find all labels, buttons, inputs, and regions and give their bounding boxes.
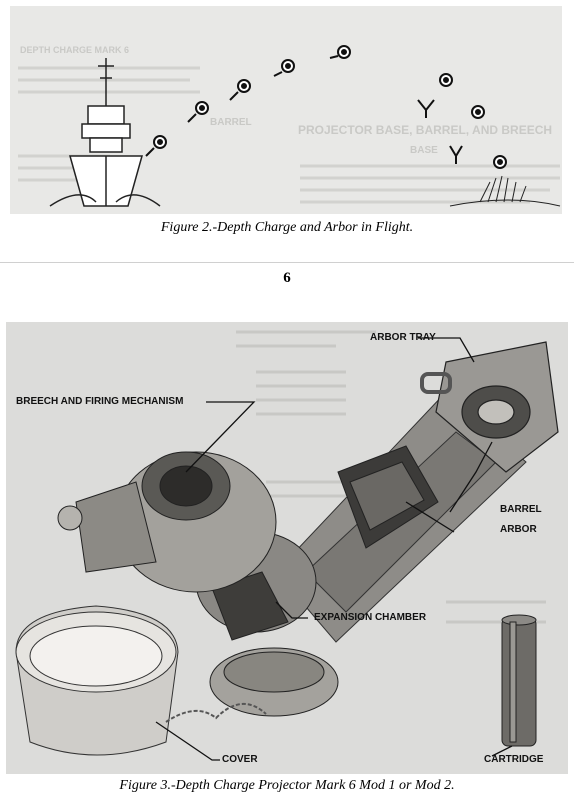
label-barrel: BARREL <box>500 504 542 515</box>
label-arbor: ARBOR <box>500 524 537 535</box>
label-breech: BREECH AND FIRING MECHANISM <box>16 396 184 407</box>
figure-3-photograph <box>6 322 568 774</box>
depth-charges-in-flight <box>146 46 506 168</box>
projector-photo <box>6 322 568 774</box>
breech-mechanism <box>58 452 276 592</box>
bleed-sub-right: BASE <box>410 145 438 156</box>
page-number: 6 <box>283 270 291 286</box>
label-cartridge: CARTRIDGE <box>484 754 544 765</box>
label-cover: COVER <box>222 754 258 765</box>
figure-2-illustration <box>10 6 562 214</box>
flight-drawing <box>10 6 562 214</box>
figure-2-caption: Figure 2.-Depth Charge and Arbor in Flight. <box>160 220 414 235</box>
label-arbor-tray: ARBOR TRAY <box>370 332 436 343</box>
bleed-header-left: DEPTH CHARGE MARK 6 <box>20 45 130 55</box>
bleed-header-right: PROJECTOR BASE, BARREL, AND BREECH <box>298 123 553 137</box>
label-expansion-chamber: EXPANSION CHAMBER <box>314 612 427 623</box>
cartridge <box>502 615 536 746</box>
bleed-sub-left: BARREL <box>210 117 252 128</box>
figure-3-caption: Figure 3.-Depth Charge Projector Mark 6 Mod 1 or Mod 2. <box>119 778 455 793</box>
base-flange <box>210 648 338 716</box>
page-divider <box>0 262 574 263</box>
